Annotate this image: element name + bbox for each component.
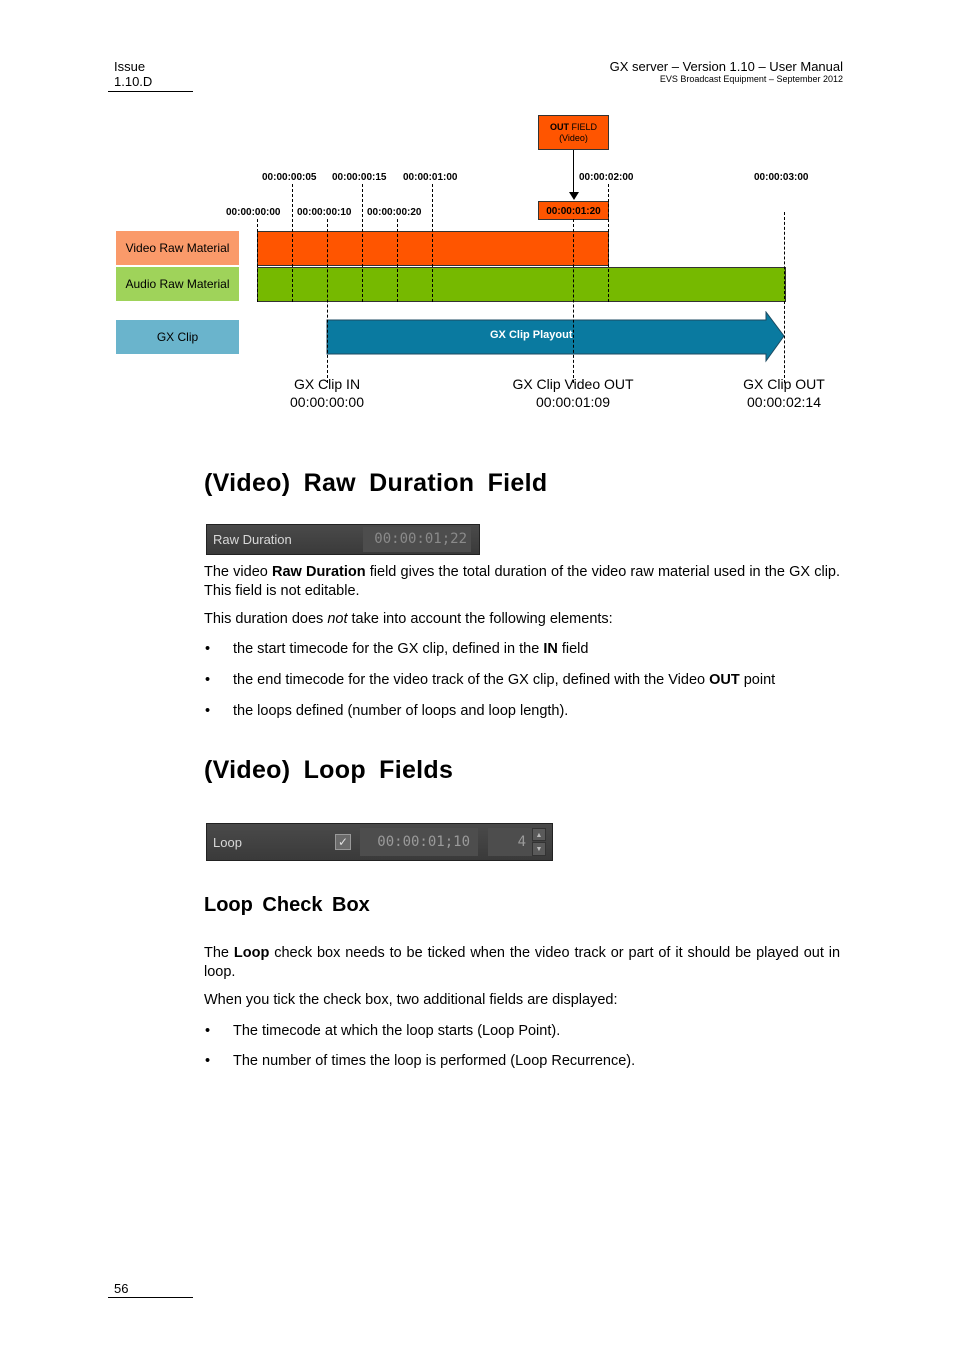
- lp1-c: check box needs to be ticked when the video track or part of it should be played out in loop.: [204, 945, 841, 980]
- tc-bottom-2: 00:00:00:10: [297, 207, 352, 218]
- out-field-rest: FIELD: [568, 122, 597, 132]
- bullet-start-timecode: • the start timecode for the GX clip, defined in the IN field: [205, 641, 589, 657]
- publisher: EVS Broadcast Equipment – September 2012: [659, 74, 843, 84]
- dash-0005: [292, 184, 293, 302]
- clip-in-title: GX Clip IN: [293, 376, 361, 392]
- lp1-a: The: [204, 945, 234, 961]
- dash-0010: [327, 219, 328, 383]
- tc-top-3: 00:00:01:00: [403, 172, 458, 183]
- clip-in-label: [267, 375, 387, 411]
- raw-duration-field: 00:00:01;22: [363, 527, 471, 552]
- clip-out-title: GX Clip OUT: [743, 376, 825, 392]
- tc-top-2: 00:00:00:15: [332, 172, 387, 183]
- subsection-title-loop-check-box: Loop Check Box: [204, 894, 370, 916]
- loop-label: Loop: [213, 835, 242, 850]
- dash-0000: [257, 219, 258, 302]
- tc-bottom-3: 00:00:00:20: [367, 207, 422, 218]
- p1-b: Raw Duration: [272, 564, 366, 580]
- raw-duration-widget: [206, 524, 480, 555]
- dash-0020: [397, 219, 398, 302]
- tc-top-5: 00:00:03:00: [754, 172, 809, 183]
- loop-point-field[interactable]: 00:00:01;10: [360, 828, 478, 856]
- bullet-loops: • the loops defined (number of loops and loop length).: [205, 703, 569, 719]
- dash-0200: [608, 184, 609, 302]
- legend-clip: GX Clip: [116, 320, 239, 354]
- p2-c: take into account the following elements:: [347, 611, 613, 627]
- b3: the loops defined (number of loops and loop length).: [233, 703, 569, 719]
- header-rule-left: [108, 91, 193, 92]
- clip-out-label: [724, 375, 844, 411]
- dash-0015: [362, 184, 363, 302]
- p2-b: not: [327, 611, 348, 627]
- out-arrow-line: [573, 150, 574, 194]
- loop-recurrence-field[interactable]: 4: [488, 828, 532, 856]
- spinner-up-icon[interactable]: ▲: [532, 828, 546, 841]
- section-title-loop-fields: (Video) Loop Fields: [204, 756, 454, 784]
- tc-top-1: 00:00:00:05: [262, 172, 317, 183]
- page-number: 56: [114, 1281, 129, 1296]
- issue-number: 1.10.D: [114, 74, 153, 89]
- raw-duration-para-1: [204, 563, 840, 601]
- tc-top-4: 00:00:02:00: [579, 172, 634, 183]
- lp1-b: Loop: [233, 945, 270, 961]
- loop-widget: [206, 823, 553, 861]
- dash-video-out: [573, 219, 574, 383]
- tc-bottom-1: 00:00:00:00: [226, 207, 281, 218]
- clip-out-tc: 00:00:02:14: [747, 394, 821, 410]
- section-title-raw-duration: (Video) Raw Duration Field: [204, 469, 548, 497]
- b1-b: IN: [543, 641, 558, 657]
- raw-duration-label: Raw Duration: [213, 532, 292, 547]
- clip-video-out-label: [498, 375, 648, 411]
- out-arrow-head: [569, 192, 579, 200]
- b1-a: the start timecode for the GX clip, defined in the: [233, 641, 544, 657]
- b2-b: OUT: [709, 672, 740, 688]
- dash-clip-out: [784, 212, 785, 383]
- bullet-loop-recurrence: • The number of times the loop is performed (Loop Recurrence).: [205, 1053, 636, 1069]
- legend-audio: Audio Raw Material: [116, 267, 239, 301]
- out-field-box: [538, 115, 609, 150]
- raw-duration-para-2: [204, 610, 840, 629]
- dash-0100: [432, 184, 433, 302]
- p2-a: This duration does: [204, 611, 328, 627]
- tc-out-box: 00:00:01:20: [538, 201, 609, 220]
- p1-c: field gives the total duration of the video raw material used in the GX clip. This field is not editable.: [204, 564, 841, 599]
- spinner-down-icon[interactable]: ▼: [532, 842, 546, 856]
- video-raw-bar: [257, 231, 609, 266]
- b2-c: point: [739, 672, 776, 688]
- loop-para-2: When you tick the check box, two additional fields are displayed:: [204, 992, 618, 1008]
- b1-c: field: [557, 641, 589, 657]
- clip-video-out-tc: 00:00:01:09: [536, 394, 610, 410]
- loop-checkbox[interactable]: ✓: [335, 834, 351, 850]
- b2-a: the end timecode for the video track of the GX clip, defined with the Video: [233, 672, 710, 688]
- playout-label: GX Clip Playout: [490, 329, 573, 341]
- clip-in-tc: 00:00:00:00: [290, 394, 364, 410]
- bullet-loop-point: • The timecode at which the loop starts (Loop Point).: [205, 1023, 561, 1039]
- manual-title: GX server – Version 1.10 – User Manual: [609, 59, 843, 74]
- loop-para-1: [204, 944, 840, 982]
- audio-raw-bar: [257, 267, 786, 302]
- out-field-bold: OUT: [549, 122, 569, 132]
- lb2: The number of times the loop is performed (Loop Recurrence).: [233, 1053, 636, 1069]
- footer-rule: [108, 1297, 193, 1298]
- p1-a: The video: [204, 564, 272, 580]
- out-field-sub: (Video): [559, 133, 588, 143]
- legend-video: Video Raw Material: [116, 231, 239, 265]
- clip-video-out-title: GX Clip Video OUT: [512, 376, 634, 392]
- lb1: The timecode at which the loop starts (Loop Point).: [233, 1023, 561, 1039]
- issue-label: Issue: [114, 59, 146, 74]
- bullet-end-timecode: • the end timecode for the video track of the GX clip, defined with the Video OUT point: [205, 672, 776, 688]
